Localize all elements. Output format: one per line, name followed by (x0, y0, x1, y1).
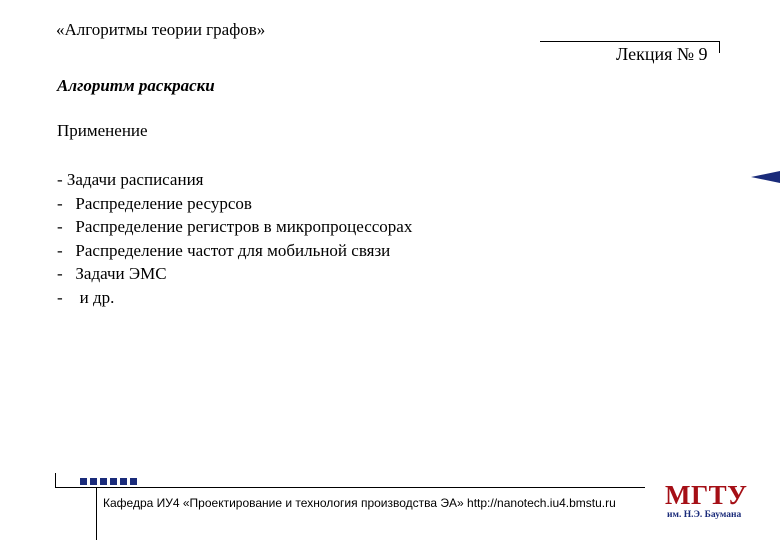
footer-bracket-vertical (55, 473, 56, 487)
decorative-dot (130, 478, 137, 485)
list-item: - Задачи ЭМС (57, 264, 167, 283)
section-label: Применение (57, 121, 148, 140)
university-logo-subtitle: им. Н.Э. Баумана (667, 510, 742, 520)
footer-divider (55, 487, 645, 488)
course-title: «Алгоритмы теории графов» (56, 20, 266, 39)
list-item: - Задачи расписания (57, 170, 204, 189)
list-item: - Распределение ресурсов (57, 193, 252, 213)
decorative-dot (100, 478, 107, 485)
list-item: - Распределение регистров в микропроцессорах (57, 217, 413, 236)
list-item: - Распределение частот для мобильной связи (57, 240, 391, 260)
slide-heading: Алгоритм раскраски (57, 76, 215, 95)
header-divider (540, 41, 720, 42)
list-item: - и др. (57, 287, 115, 307)
decorative-dot (90, 478, 97, 485)
header-divider-tick (719, 41, 720, 53)
footer-vertical-line (96, 488, 97, 540)
decorative-dot (80, 478, 87, 485)
decorative-dot (120, 478, 127, 485)
university-logo: МГТУ (665, 480, 748, 510)
footer-department-text: Кафедра ИУ4 «Проектирование и технология производства ЭА» http://nanotech.iu4.bmstu.ru (103, 496, 616, 510)
side-triangle-marker (751, 171, 780, 183)
lecture-number: Лекция № 9 (616, 44, 708, 64)
decorative-dot (110, 478, 117, 485)
application-list (57, 168, 412, 309)
